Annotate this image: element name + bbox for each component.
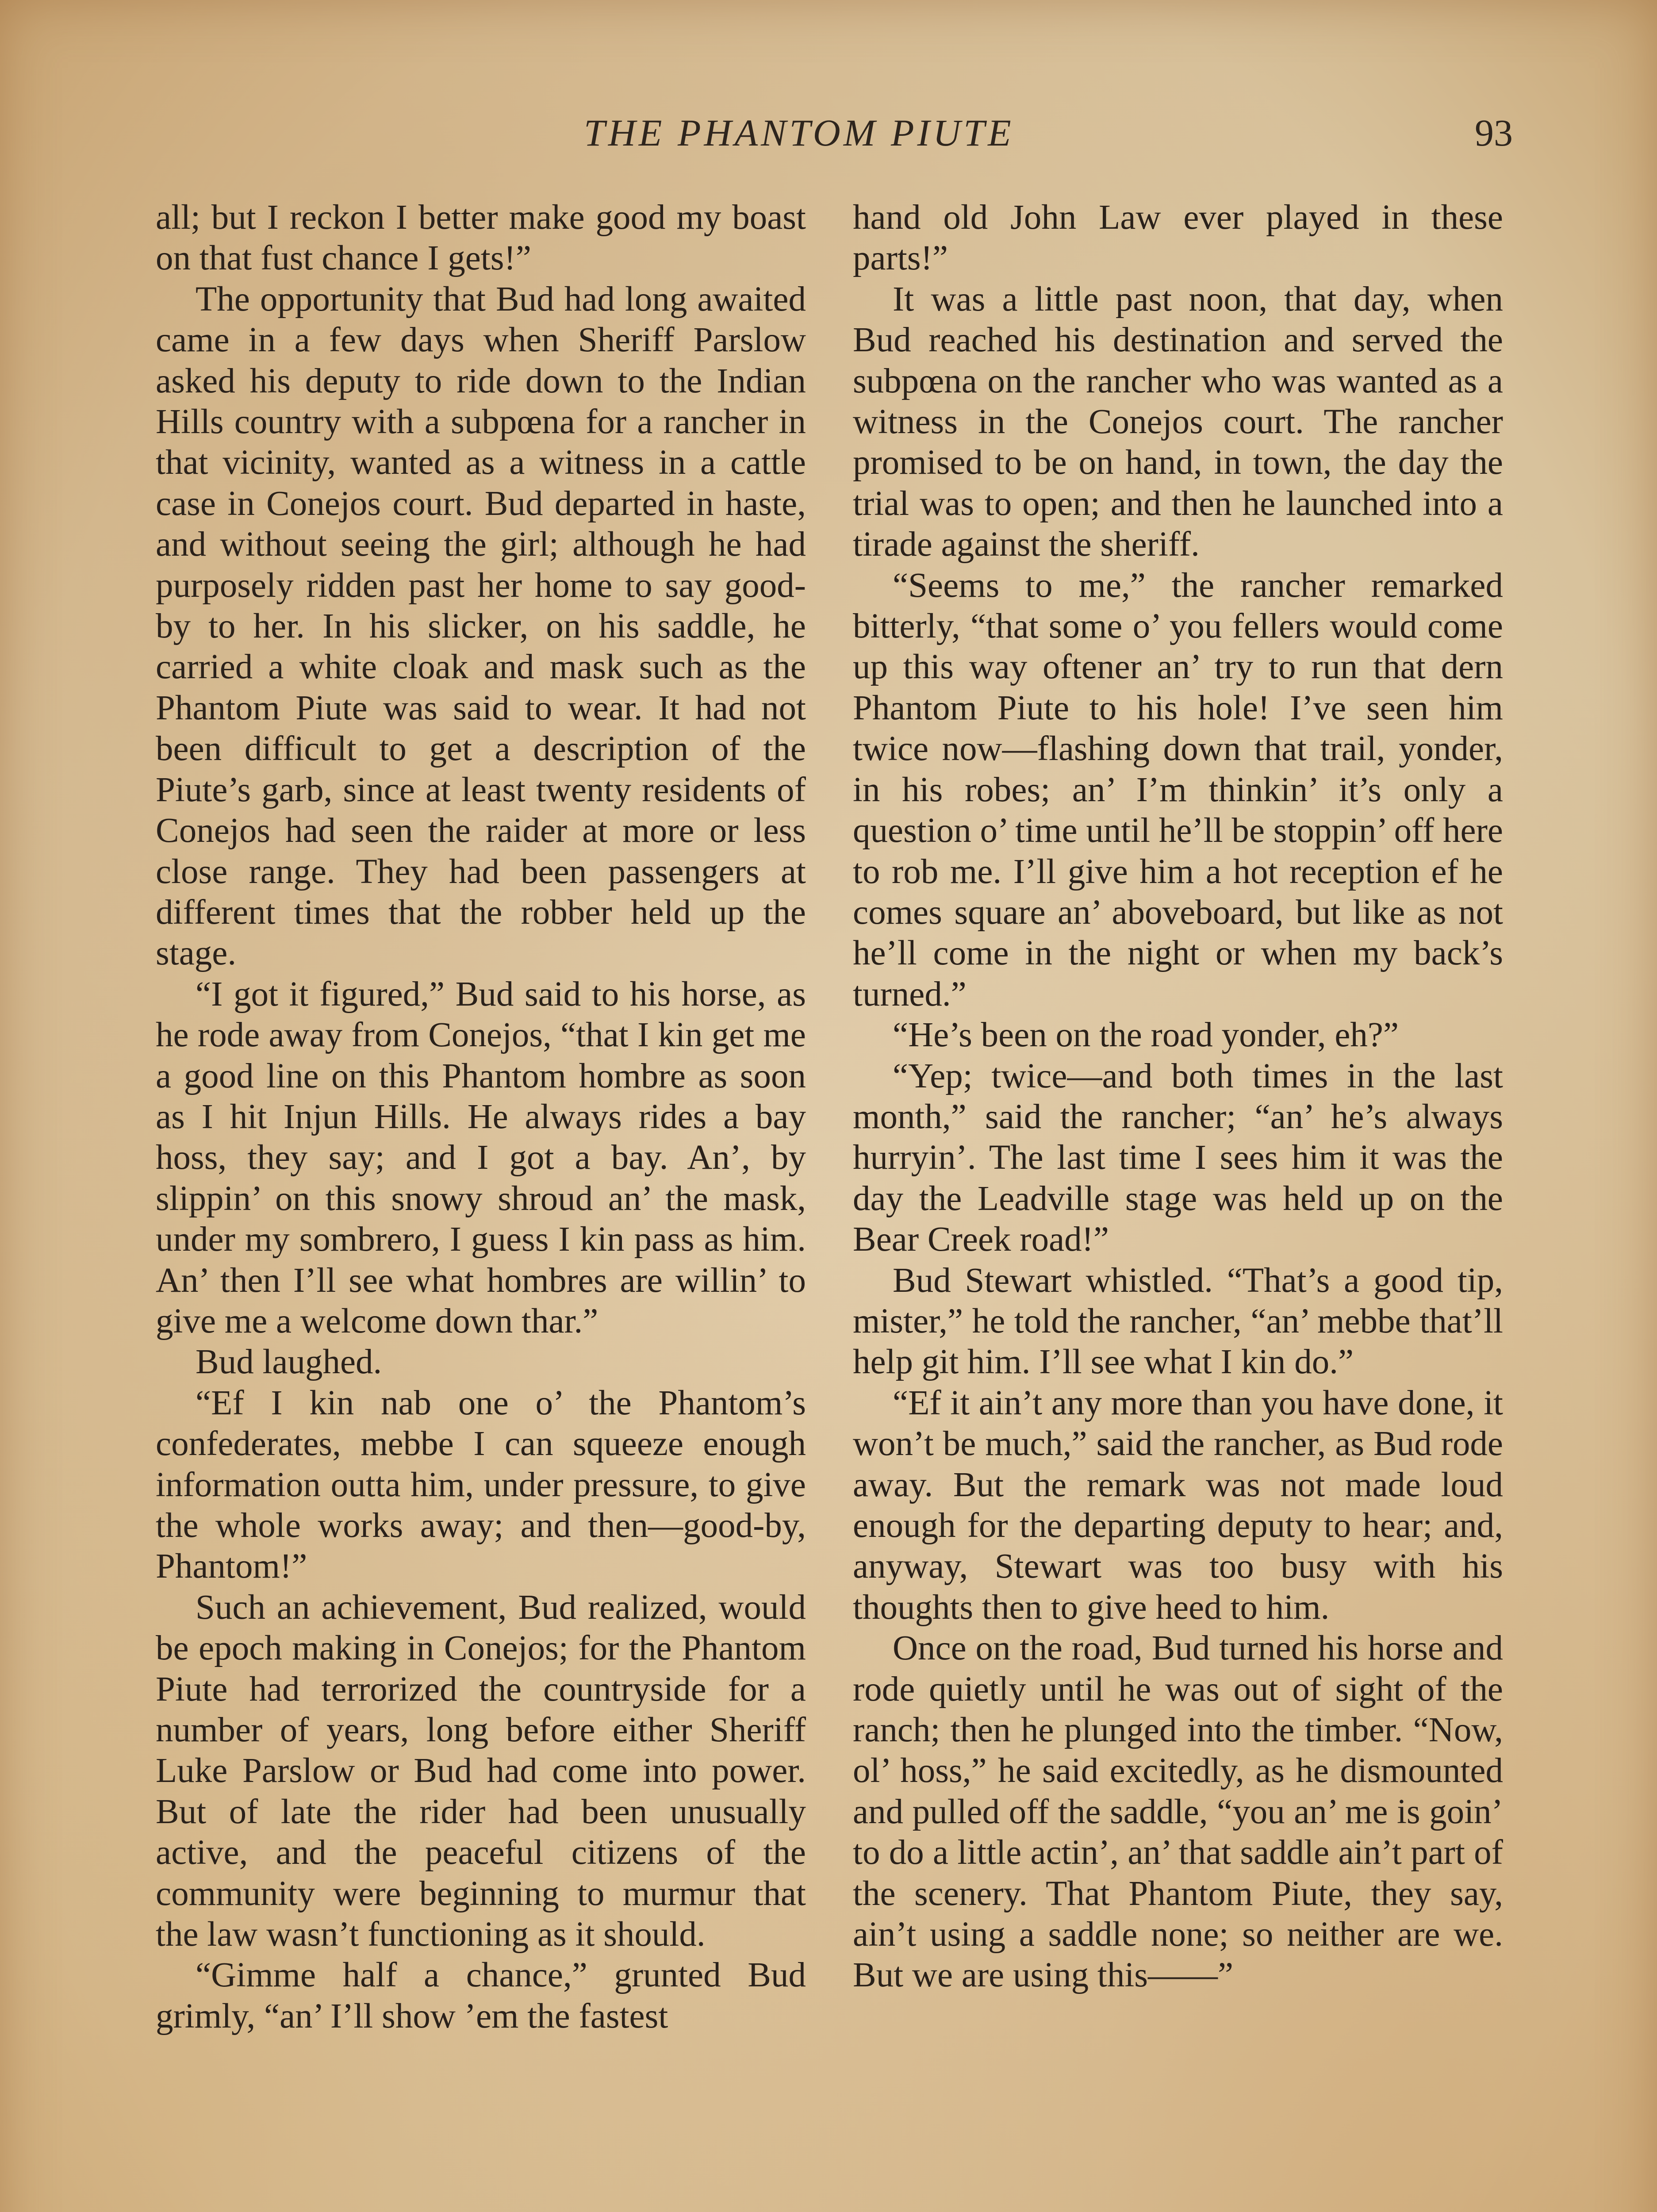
paragraph: The opportunity that Bud had long awaited came in a few days when Sheriff Parslow asked his deputy to ride down to the Indian Hills country with a subpœna for a rancher in that vicinity, wanted as a witness in a cattle case in Conejos court. Bud departed in haste, and without seeing the girl; although he had purposely ridden past her home to say good-by to her. In his slicker, on his saddle, he carried a white cloak and mask such as the Phantom Piute was said to wear. It had not been difficult to get a description of the Piute’s garb, since at least twenty residents of Conejos had seen the raider at more or less close range. They had been passengers at different times that the robber held up the stage. [156, 280, 806, 973]
paragraph: hand old John Law ever played in these parts!” [853, 198, 1503, 278]
right-column [853, 197, 1503, 1996]
paragraph: “Ef it ain’t any more than you have done, it won’t be much,” said the rancher, as Bud rode away. But the remark was not made loud enough for the departing deputy to hear; and, anyway, Stewart was too busy with his thoughts then to give heed to him. [853, 1383, 1503, 1627]
paragraph: Bud Stewart whistled. “That’s a good tip, mister,” he told the rancher, “an’ mebbe that’ll help git him. I’ll see what I kin do.” [853, 1261, 1503, 1382]
paragraph: “Yep; twice—and both times in the last month,” said the rancher; “an’ he’s always hurryin’. The last time I sees him it was the day the Leadville stage was held up on the Bear Creek road!” [853, 1056, 1503, 1259]
paragraph: Once on the road, Bud turned his horse and rode quietly until he was out of sight of the ranch; then he plunged into the timber. “Now, ol’ hoss,” he said excitedly, as he dismounted and pulled off the saddle, “you an’ me is goin’ to do a little actin’, an’ that saddle ain’t part of the scenery. That Phantom Piute, they say, ain’t using a saddle none; so neither are we. But we are using this——” [853, 1629, 1503, 1995]
page-header [584, 111, 1513, 159]
paragraph: Such an achievement, Bud realized, would be epoch making in Conejos; for the Phantom Piute had terrorized the countryside for a number of years, long before either Sheriff Luke Parslow or Bud had come into power. But of late the rider had been unusually active, and the peaceful citizens of the community were beginning to murmur that the law wasn’t functioning as it should. [156, 1588, 806, 1954]
paragraph: “He’s been on the road yonder, eh?” [893, 1016, 1399, 1055]
paragraph: “Seems to me,” the rancher remarked bitterly, “that some o’ you fellers would come up this way oftener an’ try to run that dern Phantom Piute to his hole! I’ve seen him twice now—flashing down that trail, yonder, in his robes; an’ I’m thinkin’ it’s only a question o’ time until he’ll be stoppin’ off here to rob me. I’ll give him a hot reception ef he comes square an’ aboveboard, but like as not he’ll come in the night or when my back’s turned.” [853, 566, 1503, 1014]
left-column [156, 197, 806, 2037]
paragraph: “Ef I kin nab one o’ the Phantom’s confederates, mebbe I can squeeze enough information outta him, under pressure, to give the whole works away; and then—good-by, Phantom!” [156, 1383, 806, 1586]
paragraph: It was a little past noon, that day, when Bud reached his destination and served the subpœna on the rancher who was wanted as a witness in the Conejos court. The rancher promised to be on hand, in town, the day the trial was to open; and then he launched into a tirade against the sheriff. [853, 280, 1503, 564]
paragraph: “Gimme half a chance,” grunted Bud grimly, “an’ I’ll show ’em the fastest [156, 1956, 806, 2035]
running-head: THE PHANTOM PIUTE [584, 111, 1014, 154]
paragraph: all; but I reckon I better make good my boast on that fust chance I gets!” [156, 198, 806, 278]
paragraph: “I got it figured,” Bud said to his horse, as he rode away from Conejos, “that I kin get me a good line on this Phantom hombre as soon as I hit Injun Hills. He always rides a bay hoss, they say; and I got a bay. An’, by slippin’ on this snowy shroud an’ the mask, under my sombrero, I guess I kin pass as him. An’ then I’ll see what hombres are willin’ to give me a welcome down thar.” [156, 975, 806, 1340]
paragraph: Bud laughed. [196, 1343, 382, 1382]
page-number: 93 [1475, 111, 1513, 154]
